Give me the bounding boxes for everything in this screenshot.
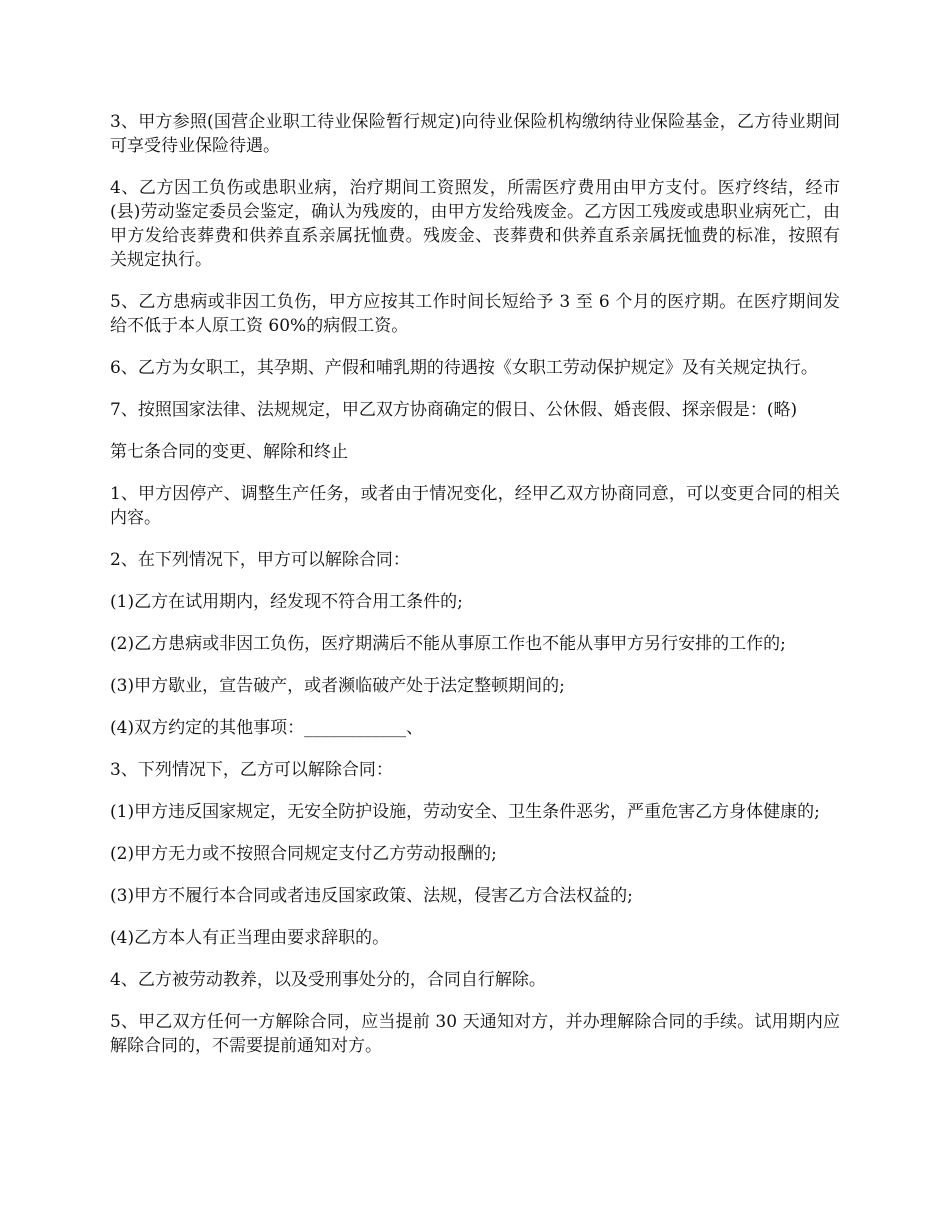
paragraph-item-6: 6、乙方为女职工，其孕期、产假和哺乳期的待遇按《女职工劳动保护规定》及有关规定执行。 <box>110 358 818 378</box>
clause-change: 1、甲方因停产、调整生产任务，或者由于情况变化，经甲乙双方协商同意，可以变更合同的相关内容。 <box>110 484 840 528</box>
clause-employee-termination: 3、下列情况下，乙方可以解除合同： <box>110 760 393 780</box>
clause-notice-period: 5、甲乙双方任何一方解除合同，应当提前 30 天通知对方，并办理解除合同的手续。试用期内应解除合同的，不需要提前通知对方。 <box>110 1012 840 1056</box>
paragraph-item-3: 3、甲方参照(国营企业职工待业保险暂行规定)向待业保险机构缴纳待业保险基金，乙方待业期间可享受待业保险待遇。 <box>110 112 840 156</box>
sub-item-bankruptcy: (3)甲方歇业，宣告破产，或者濒临破产处于法定整顿期间的; <box>110 676 565 696</box>
sub-item-illness: (2)乙方患病或非因工负伤，医疗期满后不能从事原工作也不能从事甲方另行安排的工作的; <box>110 634 786 654</box>
paragraph-item-5: 5、乙方患病或非因工负伤，甲方应按其工作时间长短给予 3 至 6 个月的医疗期。在医疗期间发给不低于本人原工资 60%的病假工资。 <box>110 292 840 336</box>
sub-item-wages: (2)甲方无力或不按照合同规定支付乙方劳动报酬的; <box>110 844 497 864</box>
clause-employer-termination: 2、在下列情况下，甲方可以解除合同： <box>110 550 410 570</box>
paragraph-item-4: 4、乙方因工负伤或患职业病，治疗期间工资照发，所需医疗费用由甲方支付。医疗终结，经市(县)劳动鉴定委员会鉴定，确认为残废的，由甲方发给残废金。乙方因工残废或患职业病死亡，由甲方发给丧葬费和供养直系亲属抚恤费。残废金、丧葬费和供养直系亲属抚恤费的标准，按照有关规定执行。 <box>110 178 840 270</box>
paragraph-item-7: 7、按照国家法律、法规规定，甲乙双方协商确定的假日、公休假、婚丧假、探亲假是：(略) <box>110 400 798 420</box>
document-page <box>110 110 840 1076</box>
sub-item-other-matters: (4)双方约定的其他事项：____________、 <box>110 718 424 738</box>
sub-item-rights: (3)甲方不履行本合同或者违反国家政策、法规，侵害乙方合法权益的; <box>110 886 633 906</box>
sub-item-safety: (1)甲方违反国家规定，无安全防护设施，劳动安全、卫生条件恶劣，严重危害乙方身体健康的; <box>110 802 820 822</box>
section-heading-article-7: 第七条合同的变更、解除和终止 <box>110 442 348 462</box>
sub-item-resignation: (4)乙方本人有正当理由要求辞职的。 <box>110 928 390 948</box>
clause-automatic-termination: 4、乙方被劳动教养，以及受刑事处分的，合同自行解除。 <box>110 970 546 990</box>
sub-item-probation: (1)乙方在试用期内，经发现不符合用工条件的; <box>110 592 463 612</box>
